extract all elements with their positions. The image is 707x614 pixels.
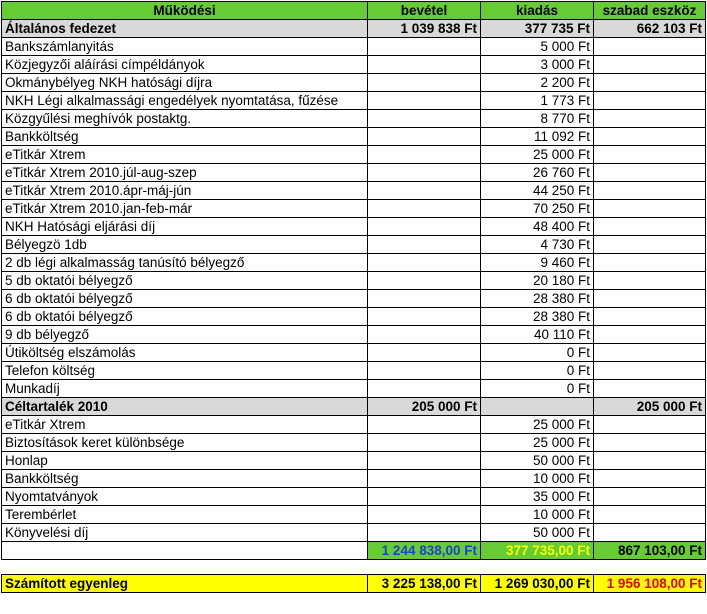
item-free[interactable] (594, 524, 706, 542)
item-label[interactable]: eTitkár Xtrem (2, 146, 368, 164)
item-free[interactable] (594, 110, 706, 128)
expense-row (2, 128, 706, 146)
section2-row (2, 398, 706, 416)
item-label[interactable]: Bankszámlanyitás (2, 38, 368, 56)
section2-income[interactable]: 205 000 Ft (368, 398, 481, 416)
item-free[interactable] (594, 74, 706, 92)
item-label[interactable]: Munkadíj (2, 380, 368, 398)
item-expense[interactable]: 1 773 Ft (481, 92, 594, 110)
item-income[interactable] (368, 254, 481, 272)
totals-row (2, 542, 706, 560)
item-income[interactable] (368, 92, 481, 110)
item-expense[interactable]: 44 250 Ft (481, 182, 594, 200)
item-label[interactable]: Bélyegzö 1db (2, 236, 368, 254)
item-income[interactable] (368, 434, 481, 452)
expense-row (2, 416, 706, 434)
expense-row (2, 290, 706, 308)
expense-row (2, 380, 706, 398)
expense-row (2, 434, 706, 452)
item-free[interactable] (594, 164, 706, 182)
expense-row (2, 200, 706, 218)
item-label[interactable]: eTitkár Xtrem 2010.júl-aug-szep (2, 164, 368, 182)
item-label[interactable]: 9 db bélyegző (2, 326, 368, 344)
item-expense[interactable]: 70 250 Ft (481, 200, 594, 218)
header-free-assets[interactable]: szabad eszköz (594, 2, 706, 20)
item-free[interactable] (594, 290, 706, 308)
item-income[interactable] (368, 38, 481, 56)
item-income[interactable] (368, 416, 481, 434)
item-free[interactable] (594, 272, 706, 290)
spacer-cell (481, 560, 594, 575)
item-income[interactable] (368, 362, 481, 380)
item-income[interactable] (368, 380, 481, 398)
item-label[interactable]: NKH Légi alkalmassági engedélyek nyomtatása, fűzése (2, 92, 368, 110)
item-income[interactable] (368, 488, 481, 506)
expense-row (2, 182, 706, 200)
expense-row (2, 524, 706, 542)
section1-title[interactable]: Általános fedezet (2, 20, 368, 38)
item-free[interactable] (594, 452, 706, 470)
item-income[interactable] (368, 146, 481, 164)
item-expense[interactable]: 28 380 Ft (481, 308, 594, 326)
item-income[interactable] (368, 182, 481, 200)
section2-expense[interactable] (481, 398, 594, 416)
item-expense[interactable]: 28 380 Ft (481, 290, 594, 308)
expense-row (2, 488, 706, 506)
expense-row (2, 506, 706, 524)
item-label[interactable]: Telefon költség (2, 362, 368, 380)
item-free[interactable] (594, 254, 706, 272)
item-expense[interactable]: 0 Ft (481, 362, 594, 380)
item-income[interactable] (368, 272, 481, 290)
expense-row (2, 254, 706, 272)
item-free[interactable] (594, 416, 706, 434)
spacer-cell (368, 560, 481, 575)
item-free[interactable] (594, 506, 706, 524)
expense-row (2, 218, 706, 236)
section2-title[interactable]: Céltartalék 2010 (2, 398, 368, 416)
item-label[interactable]: Könyvelési díj (2, 524, 368, 542)
item-free[interactable] (594, 146, 706, 164)
item-expense[interactable]: 5 000 Ft (481, 38, 594, 56)
section1-income[interactable]: 1 039 838 Ft (368, 20, 481, 38)
item-free[interactable] (594, 182, 706, 200)
item-label[interactable]: Bankköltség (2, 470, 368, 488)
item-income[interactable] (368, 236, 481, 254)
item-label[interactable]: 6 db oktatói bélyegző (2, 290, 368, 308)
item-free[interactable] (594, 380, 706, 398)
header-row (2, 2, 706, 20)
item-label[interactable]: Honlap (2, 452, 368, 470)
item-free[interactable] (594, 344, 706, 362)
expense-row (2, 146, 706, 164)
item-income[interactable] (368, 524, 481, 542)
item-expense[interactable]: 35 000 Ft (481, 488, 594, 506)
section1-expense[interactable]: 377 735 Ft (481, 20, 594, 38)
expense-row (2, 272, 706, 290)
expense-row (2, 308, 706, 326)
item-label[interactable]: eTitkár Xtrem 2010.jan-feb-már (2, 200, 368, 218)
item-income[interactable] (368, 74, 481, 92)
item-label[interactable]: Útiköltség elszámolás (2, 344, 368, 362)
item-label[interactable]: NKH Hatósági eljárási díj (2, 218, 368, 236)
totals-free[interactable]: 867 103,00 Ft (594, 542, 706, 560)
section2-free[interactable]: 205 000 Ft (594, 398, 706, 416)
item-expense[interactable]: 8 770 Ft (481, 110, 594, 128)
balance-free[interactable]: 1 956 108,00 Ft (594, 575, 706, 593)
balance-label[interactable]: Számított egyenleg (2, 575, 368, 593)
item-income[interactable] (368, 308, 481, 326)
item-free[interactable] (594, 218, 706, 236)
item-income[interactable] (368, 164, 481, 182)
expense-row (2, 92, 706, 110)
item-expense[interactable]: 11 092 Ft (481, 128, 594, 146)
item-free[interactable] (594, 92, 706, 110)
item-label[interactable]: 2 db légi alkalmasság tanúsító bélyegző (2, 254, 368, 272)
expense-row (2, 56, 706, 74)
balance-income[interactable]: 3 225 138,00 Ft (368, 575, 481, 593)
item-free[interactable] (594, 434, 706, 452)
item-income[interactable] (368, 200, 481, 218)
item-label[interactable]: 5 db oktatói bélyegző (2, 272, 368, 290)
item-label[interactable]: Bankköltség (2, 128, 368, 146)
item-expense[interactable]: 25 000 Ft (481, 146, 594, 164)
expense-row (2, 74, 706, 92)
item-free[interactable] (594, 488, 706, 506)
item-income[interactable] (368, 344, 481, 362)
item-label[interactable]: 6 db oktatói bélyegző (2, 308, 368, 326)
item-income[interactable] (368, 56, 481, 74)
header-income[interactable]: bevétel (368, 2, 481, 20)
item-income[interactable] (368, 506, 481, 524)
item-income[interactable] (368, 290, 481, 308)
item-label[interactable]: eTitkár Xtrem (2, 416, 368, 434)
item-expense[interactable]: 20 180 Ft (481, 272, 594, 290)
item-label[interactable]: Terembérlet (2, 506, 368, 524)
totals-label[interactable] (2, 542, 368, 560)
item-income[interactable] (368, 326, 481, 344)
item-expense[interactable]: 48 400 Ft (481, 218, 594, 236)
item-expense[interactable]: 0 Ft (481, 344, 594, 362)
item-expense[interactable]: 25 000 Ft (481, 416, 594, 434)
expense-row (2, 470, 706, 488)
item-free[interactable] (594, 56, 706, 74)
expense-row (2, 344, 706, 362)
item-expense[interactable]: 10 000 Ft (481, 506, 594, 524)
item-free[interactable] (594, 308, 706, 326)
totals-expense[interactable]: 377 735,00 Ft (481, 542, 594, 560)
item-expense[interactable]: 4 730 Ft (481, 236, 594, 254)
expense-row (2, 164, 706, 182)
item-free[interactable] (594, 470, 706, 488)
item-income[interactable] (368, 452, 481, 470)
item-expense[interactable]: 3 000 Ft (481, 56, 594, 74)
spacer-row (2, 560, 706, 575)
item-expense[interactable]: 0 Ft (481, 380, 594, 398)
item-income[interactable] (368, 128, 481, 146)
expense-row (2, 38, 706, 56)
item-expense[interactable]: 40 110 Ft (481, 326, 594, 344)
spacer-cell (594, 560, 706, 575)
item-free[interactable] (594, 200, 706, 218)
header-expense[interactable]: kiadás (481, 2, 594, 20)
item-label[interactable]: Okmánybélyeg NKH hatósági díjra (2, 74, 368, 92)
item-free[interactable] (594, 326, 706, 344)
balance-expense[interactable]: 1 269 030,00 Ft (481, 575, 594, 593)
header-operating[interactable]: Működési (2, 2, 368, 20)
item-expense[interactable]: 2 200 Ft (481, 74, 594, 92)
spreadsheet (1, 1, 706, 593)
item-free[interactable] (594, 128, 706, 146)
expense-row (2, 326, 706, 344)
item-label[interactable]: Közjegyzői aláírási címpéldányok (2, 56, 368, 74)
balance-row (2, 575, 706, 593)
item-expense[interactable]: 9 460 Ft (481, 254, 594, 272)
item-expense[interactable]: 10 000 Ft (481, 470, 594, 488)
item-free[interactable] (594, 236, 706, 254)
item-label[interactable]: Nyomtatványok (2, 488, 368, 506)
expense-row (2, 362, 706, 380)
item-label[interactable]: eTitkár Xtrem 2010.ápr-máj-jún (2, 182, 368, 200)
expense-row (2, 110, 706, 128)
item-free[interactable] (594, 362, 706, 380)
item-expense[interactable]: 50 000 Ft (481, 452, 594, 470)
item-income[interactable] (368, 110, 481, 128)
totals-income[interactable]: 1 244 838,00 Ft (368, 542, 481, 560)
budget-table (1, 1, 706, 593)
item-income[interactable] (368, 218, 481, 236)
item-expense[interactable]: 50 000 Ft (481, 524, 594, 542)
section1-row (2, 20, 706, 38)
item-free[interactable] (594, 38, 706, 56)
item-label[interactable]: Biztosítások keret különbsége (2, 434, 368, 452)
expense-row (2, 452, 706, 470)
spacer-cell (2, 560, 368, 575)
expense-row (2, 236, 706, 254)
item-expense[interactable]: 26 760 Ft (481, 164, 594, 182)
item-expense[interactable]: 25 000 Ft (481, 434, 594, 452)
section1-free[interactable]: 662 103 Ft (594, 20, 706, 38)
item-income[interactable] (368, 470, 481, 488)
item-label[interactable]: Közgyűlési meghívók postaktg. (2, 110, 368, 128)
